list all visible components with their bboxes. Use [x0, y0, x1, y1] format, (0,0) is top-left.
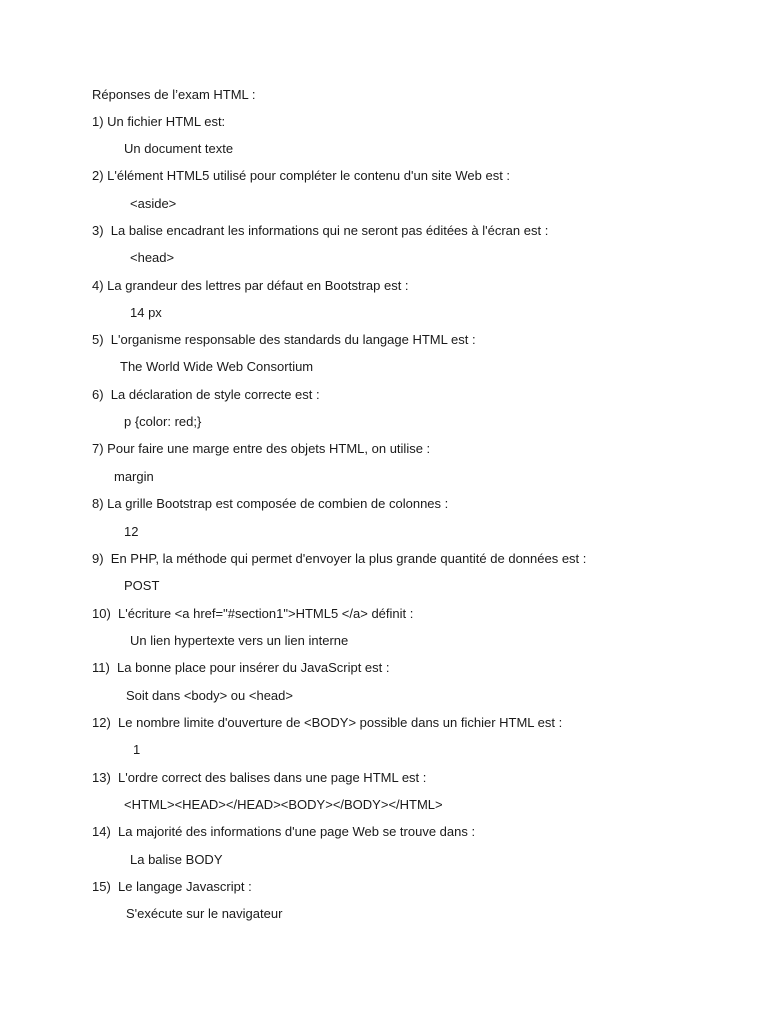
- question-5: 5) L'organisme responsable des standards du langage HTML est :: [92, 332, 476, 347]
- answer-9: POST: [124, 578, 160, 593]
- question-9: 9) En PHP, la méthode qui permet d'envoyer la plus grande quantité de données est :: [92, 551, 587, 566]
- question-4: 4) La grandeur des lettres par défaut en Bootstrap est :: [92, 278, 409, 293]
- answer-10: Un lien hypertexte vers un lien interne: [130, 633, 349, 648]
- question-2: 2) L'élément HTML5 utilisé pour compléter le contenu d'un site Web est :: [92, 168, 511, 183]
- answer-3: <head>: [130, 250, 175, 265]
- question-1: 1) Un fichier HTML est:: [92, 114, 226, 129]
- answer-14: La balise BODY: [130, 852, 223, 867]
- answer-11: Soit dans <body> ou <head>: [126, 688, 293, 703]
- question-11: 11) La bonne place pour insérer du JavaScript est :: [92, 660, 390, 675]
- answer-15: S'exécute sur le navigateur: [126, 906, 283, 921]
- question-12: 12) Le nombre limite d'ouverture de <BODY> possible dans un fichier HTML est :: [92, 715, 563, 730]
- answer-6: p {color: red;}: [124, 414, 202, 429]
- answer-12: 1: [133, 742, 141, 757]
- document-title: Réponses de l’exam HTML :: [92, 87, 256, 102]
- answer-4: 14 px: [130, 305, 162, 320]
- question-14: 14) La majorité des informations d'une page Web se trouve dans :: [92, 824, 476, 839]
- question-8: 8) La grille Bootstrap est composée de combien de colonnes :: [92, 496, 449, 511]
- answer-2: <aside>: [130, 196, 177, 211]
- question-13: 13) L'ordre correct des balises dans une page HTML est :: [92, 770, 427, 785]
- answer-13: <HTML><HEAD></HEAD><BODY></BODY></HTML>: [124, 797, 443, 812]
- question-6: 6) La déclaration de style correcte est :: [92, 387, 320, 402]
- question-10: 10) L'écriture <a href="#section1">HTML5 </a> définit :: [92, 606, 414, 621]
- question-3: 3) La balise encadrant les informations qui ne seront pas éditées à l'écran est :: [92, 223, 549, 238]
- answer-5: The World Wide Web Consortium: [120, 359, 314, 374]
- question-7: 7) Pour faire une marge entre des objets HTML, on utilise :: [92, 441, 431, 456]
- answer-7: margin: [114, 469, 154, 484]
- answer-1: Un document texte: [124, 141, 234, 156]
- answer-8: 12: [124, 524, 139, 539]
- question-15: 15) Le langage Javascript :: [92, 879, 252, 894]
